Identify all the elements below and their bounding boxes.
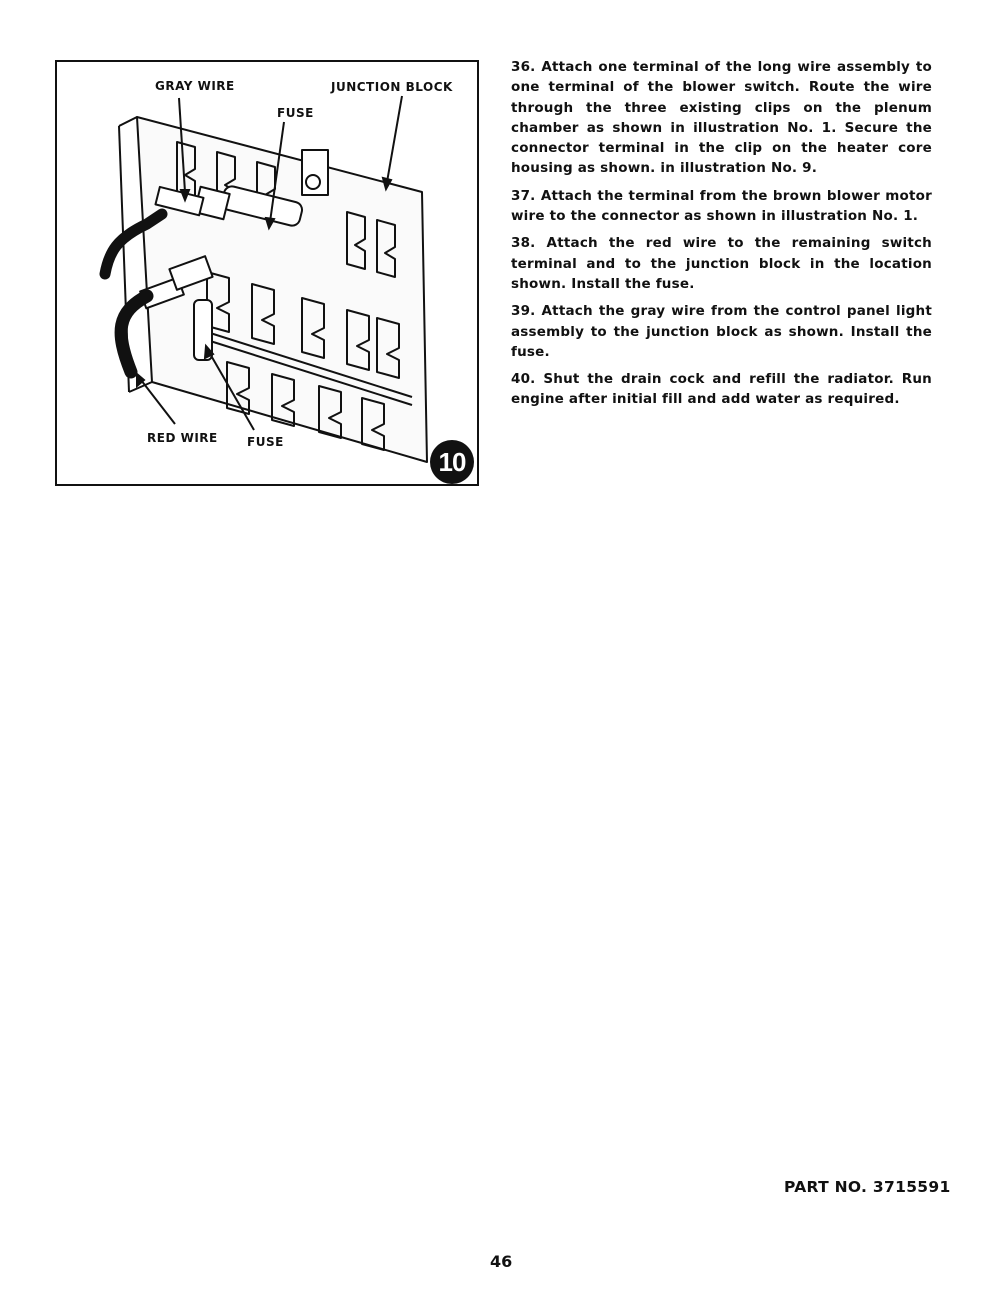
step-39: 39. Attach the gray wire from the control panel light assembly to the junction block as shown. Install the fuse. [511, 303, 932, 360]
step-37: 37. Attach the terminal from the brown blower motor wire to the connector as shown in illustration No. 1. [511, 187, 932, 225]
junction-block-label: JUNCTION BLOCK [331, 80, 453, 94]
step-40: 40. Shut the drain cock and refill the radiator. Run engine after initial fill and add water as required. [511, 371, 932, 408]
fuse-top-label: FUSE [277, 106, 314, 120]
junction-block-drawing [57, 62, 477, 484]
fuse-bottom-label: FUSE [247, 435, 284, 449]
part-number: PART NO. 3715591 [784, 1178, 951, 1196]
page-number: 46 [490, 1252, 513, 1271]
instruction-steps [511, 57, 932, 417]
step-38: 38. Attach the red wire to the remaining switch terminal and to the junction block in the location shown. Install the fuse. [511, 235, 932, 292]
step-36: 36. Attach one terminal of the long wire assembly to one terminal of the blower switch. Route the wire through the three existing clips on the plenum chamber as shown in illustration No. 1. Secure the connector terminal in the clip on the heater core housing as shown. in illustration No. 9. [511, 59, 932, 177]
red-wire-label: RED WIRE [147, 431, 218, 445]
figure-number-badge: 10 [430, 440, 474, 484]
gray-wire-label: GRAY WIRE [155, 79, 235, 93]
illustration-10 [55, 60, 479, 486]
